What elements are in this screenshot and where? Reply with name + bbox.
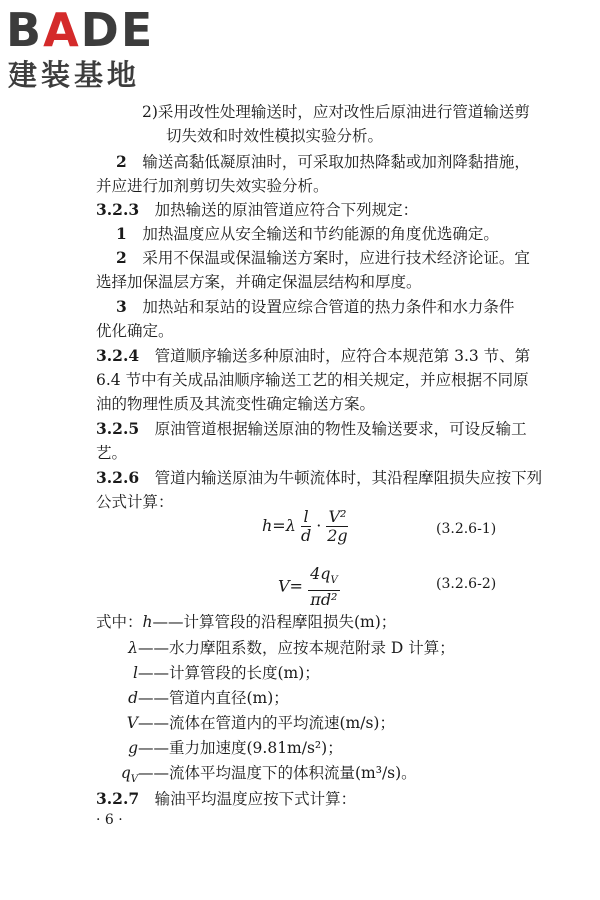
page-number: · 6 · — [96, 812, 123, 828]
text-line: 艺。 — [96, 444, 128, 462]
text-line: 切失效和时效性模拟实验分析。 — [166, 127, 384, 145]
formula-3-2-6-2: V= $\frac{4q_V}{\text{πd²}}$ — [278, 564, 338, 610]
logo-subtitle: 建装基地 — [8, 58, 141, 92]
text-line: 优化确定。 — [96, 322, 174, 340]
def-row-g: g——重力加速度(9.81m/s²)； — [128, 739, 343, 757]
def-row-lambda: λ——水力摩阻系数，应按本规范附录 D 计算； — [128, 639, 455, 657]
section-3-2-3: 3.2.3 加热输送的原油管道应符合下列规定： — [96, 200, 419, 219]
text-line: 选择加保温层方案，并确定保温层结构和厚度。 — [96, 273, 422, 291]
text-line: 1 加热温度应从安全输送和节约能源的角度优选确定。 — [116, 224, 499, 243]
equation-number: (3.2.6-1) — [436, 521, 497, 537]
logo-brand: BADE — [6, 3, 155, 57]
text-line: 2 输送高黏低凝原油时，可采取加热降黏或加剂降黏措施， — [116, 152, 530, 171]
def-row-v: V——流体在管道内的平均流速(m/s)； — [126, 714, 395, 732]
text-line: 油的物理性质及其流变性确定输送方案。 — [96, 395, 376, 413]
text-line: 并应进行加剂剪切失效实验分析。 — [96, 177, 329, 195]
text-line: 6.4 节中有关成品油顺序输送工艺的相关规定，并应根据不同原 — [96, 371, 529, 389]
section-3-2-6: 3.2.6 管道内输送原油为牛顿流体时，其沿程摩阻损失应按下列 — [96, 468, 543, 487]
section-3-2-4: 3.2.4 管道顺序输送多种原油时，应符合本规范第 3.3 节、第 — [96, 346, 531, 365]
def-row-l: l——计算管段的长度(m)； — [133, 664, 320, 682]
text-line: 公式计算： — [96, 493, 174, 511]
text-line: 2 采用不保温或保温输送方案时，应进行技术经济论证。宜 — [116, 248, 530, 267]
def-row-h: 式中：h——计算管段的沿程摩阻损失(m)； — [96, 613, 397, 631]
equation-number: (3.2.6-2) — [436, 576, 497, 592]
formula-3-2-6-1: h=λ $\frac{l}{d}$ · $\frac{\text{V²}}{2g}$ — [262, 507, 348, 545]
def-row-qv: $q_V——$流体平均温度下的体积流量(m³/s)。 — [120, 764, 417, 786]
text-line: 2)采用改性处理输送时，应对改性后原油进行管道输送剪 — [142, 103, 530, 121]
section-3-2-5: 3.2.5 原油管道根据输送原油的物性及输送要求，可设反输工 — [96, 419, 527, 438]
section-3-2-7: 3.2.7 输油平均温度应按下式计算： — [96, 789, 357, 808]
bade-logo — [6, 4, 176, 96]
text-line: 3 加热站和泵站的设置应综合管道的热力条件和水力条件 — [116, 297, 515, 316]
def-row-d: d——管道内直径(m)； — [128, 689, 289, 707]
